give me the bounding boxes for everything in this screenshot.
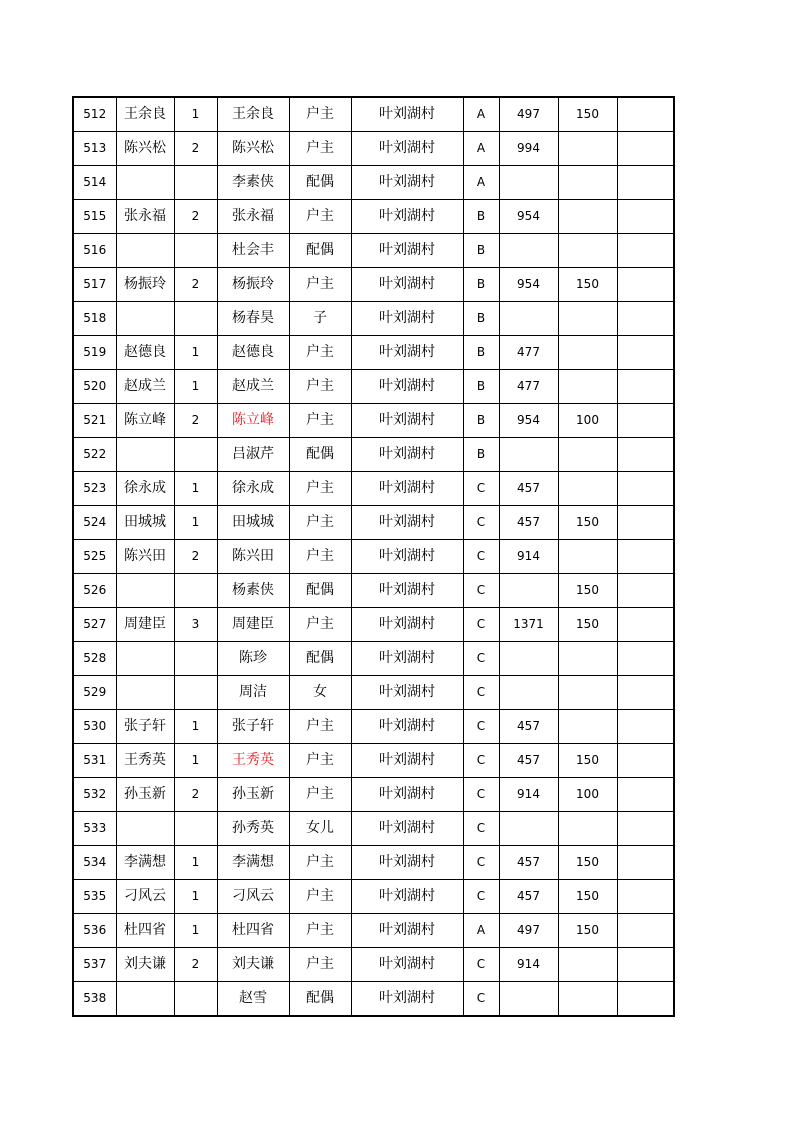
cell-relation: 户主 [289, 880, 351, 914]
cell-village: 叶刘湖村 [351, 97, 463, 132]
cell-member-count: 2 [174, 540, 217, 574]
cell-grade: C [463, 812, 499, 846]
cell-serial-number: 526 [73, 574, 116, 608]
cell-village: 叶刘湖村 [351, 540, 463, 574]
cell-remark [617, 778, 674, 812]
cell-amount: 457 [499, 506, 558, 540]
cell-household-head: 李满想 [116, 846, 174, 880]
cell-member-count: 2 [174, 132, 217, 166]
cell-extra-amount: 150 [558, 268, 617, 302]
cell-member-name: 王秀英 [217, 744, 289, 778]
cell-amount: 954 [499, 404, 558, 438]
cell-relation: 户主 [289, 608, 351, 642]
cell-serial-number: 516 [73, 234, 116, 268]
cell-relation: 户主 [289, 506, 351, 540]
cell-village: 叶刘湖村 [351, 438, 463, 472]
cell-serial-number: 515 [73, 200, 116, 234]
cell-remark [617, 914, 674, 948]
table-row [73, 778, 674, 812]
cell-member-name: 刁风云 [217, 880, 289, 914]
cell-amount: 477 [499, 336, 558, 370]
cell-member-name: 杨振玲 [217, 268, 289, 302]
cell-grade: C [463, 676, 499, 710]
cell-member-count: 1 [174, 710, 217, 744]
cell-remark [617, 234, 674, 268]
cell-relation: 户主 [289, 268, 351, 302]
cell-amount: 1371 [499, 608, 558, 642]
cell-amount: 994 [499, 132, 558, 166]
cell-amount: 457 [499, 710, 558, 744]
cell-village: 叶刘湖村 [351, 166, 463, 200]
cell-member-count [174, 574, 217, 608]
cell-serial-number: 518 [73, 302, 116, 336]
cell-member-name: 杨素侠 [217, 574, 289, 608]
cell-village: 叶刘湖村 [351, 200, 463, 234]
table-row [73, 676, 674, 710]
cell-remark [617, 438, 674, 472]
cell-member-name: 徐永成 [217, 472, 289, 506]
cell-member-count [174, 676, 217, 710]
cell-member-count [174, 812, 217, 846]
cell-grade: C [463, 846, 499, 880]
cell-village: 叶刘湖村 [351, 268, 463, 302]
cell-grade: B [463, 438, 499, 472]
cell-amount: 954 [499, 200, 558, 234]
cell-amount: 914 [499, 778, 558, 812]
cell-relation: 女儿 [289, 812, 351, 846]
cell-extra-amount [558, 982, 617, 1017]
table-row [73, 540, 674, 574]
cell-member-count: 2 [174, 268, 217, 302]
cell-extra-amount: 150 [558, 846, 617, 880]
table-row [73, 200, 674, 234]
cell-remark [617, 642, 674, 676]
cell-member-count: 2 [174, 778, 217, 812]
cell-serial-number: 534 [73, 846, 116, 880]
cell-remark [617, 982, 674, 1017]
cell-village: 叶刘湖村 [351, 846, 463, 880]
cell-remark [617, 97, 674, 132]
cell-household-head [116, 302, 174, 336]
cell-extra-amount: 150 [558, 506, 617, 540]
cell-remark [617, 336, 674, 370]
cell-relation: 户主 [289, 97, 351, 132]
cell-household-head [116, 812, 174, 846]
cell-member-name: 周洁 [217, 676, 289, 710]
cell-grade: C [463, 472, 499, 506]
cell-relation: 户主 [289, 540, 351, 574]
table-row [73, 132, 674, 166]
cell-household-head [116, 234, 174, 268]
cell-member-count: 1 [174, 880, 217, 914]
table-row [73, 642, 674, 676]
cell-remark [617, 166, 674, 200]
cell-relation: 户主 [289, 200, 351, 234]
table-row [73, 404, 674, 438]
table-row [73, 880, 674, 914]
cell-household-head: 赵成兰 [116, 370, 174, 404]
cell-member-count [174, 642, 217, 676]
cell-member-count [174, 982, 217, 1017]
cell-member-name: 田城城 [217, 506, 289, 540]
cell-village: 叶刘湖村 [351, 676, 463, 710]
cell-serial-number: 528 [73, 642, 116, 676]
cell-serial-number: 514 [73, 166, 116, 200]
cell-village: 叶刘湖村 [351, 370, 463, 404]
cell-amount: 497 [499, 97, 558, 132]
cell-remark [617, 268, 674, 302]
table-row [73, 438, 674, 472]
cell-member-count: 1 [174, 336, 217, 370]
cell-remark [617, 472, 674, 506]
cell-relation: 户主 [289, 744, 351, 778]
table-body [73, 97, 674, 1016]
cell-household-head: 张永福 [116, 200, 174, 234]
cell-amount [499, 302, 558, 336]
table-row [73, 370, 674, 404]
cell-relation: 户主 [289, 710, 351, 744]
cell-serial-number: 527 [73, 608, 116, 642]
cell-member-count: 3 [174, 608, 217, 642]
cell-member-count [174, 166, 217, 200]
cell-household-head [116, 166, 174, 200]
table-row [73, 234, 674, 268]
cell-extra-amount [558, 642, 617, 676]
cell-extra-amount [558, 336, 617, 370]
cell-member-name: 刘夫谦 [217, 948, 289, 982]
cell-household-head [116, 676, 174, 710]
table-row [73, 948, 674, 982]
cell-serial-number: 530 [73, 710, 116, 744]
cell-village: 叶刘湖村 [351, 404, 463, 438]
cell-member-name: 周建臣 [217, 608, 289, 642]
cell-grade: C [463, 744, 499, 778]
table-row [73, 472, 674, 506]
table-row [73, 982, 674, 1017]
cell-serial-number: 521 [73, 404, 116, 438]
cell-remark [617, 880, 674, 914]
cell-village: 叶刘湖村 [351, 744, 463, 778]
table-row [73, 608, 674, 642]
cell-extra-amount [558, 812, 617, 846]
cell-grade: C [463, 710, 499, 744]
cell-amount [499, 166, 558, 200]
table-row [73, 574, 674, 608]
cell-member-count: 1 [174, 744, 217, 778]
cell-amount: 457 [499, 744, 558, 778]
table-row [73, 846, 674, 880]
cell-extra-amount: 150 [558, 744, 617, 778]
cell-serial-number: 523 [73, 472, 116, 506]
cell-member-name: 杨春昊 [217, 302, 289, 336]
cell-village: 叶刘湖村 [351, 914, 463, 948]
cell-relation: 户主 [289, 132, 351, 166]
cell-extra-amount: 100 [558, 778, 617, 812]
cell-relation: 配偶 [289, 234, 351, 268]
cell-remark [617, 506, 674, 540]
cell-member-name: 陈珍 [217, 642, 289, 676]
cell-remark [617, 302, 674, 336]
cell-relation: 户主 [289, 336, 351, 370]
cell-member-name: 孙玉新 [217, 778, 289, 812]
cell-remark [617, 540, 674, 574]
cell-amount: 497 [499, 914, 558, 948]
table-row [73, 336, 674, 370]
cell-member-name: 张永福 [217, 200, 289, 234]
cell-relation: 户主 [289, 404, 351, 438]
cell-household-head: 杜四省 [116, 914, 174, 948]
cell-household-head: 刘夫谦 [116, 948, 174, 982]
cell-grade: A [463, 132, 499, 166]
cell-relation: 配偶 [289, 166, 351, 200]
cell-grade: C [463, 778, 499, 812]
cell-serial-number: 533 [73, 812, 116, 846]
cell-serial-number: 513 [73, 132, 116, 166]
cell-grade: A [463, 166, 499, 200]
cell-village: 叶刘湖村 [351, 982, 463, 1017]
cell-relation: 配偶 [289, 982, 351, 1017]
table-row [73, 744, 674, 778]
cell-amount [499, 812, 558, 846]
cell-amount [499, 642, 558, 676]
cell-village: 叶刘湖村 [351, 880, 463, 914]
cell-grade: B [463, 336, 499, 370]
cell-household-head [116, 642, 174, 676]
cell-relation: 女 [289, 676, 351, 710]
cell-serial-number: 524 [73, 506, 116, 540]
cell-serial-number: 520 [73, 370, 116, 404]
table-row [73, 506, 674, 540]
cell-grade: B [463, 404, 499, 438]
cell-remark [617, 574, 674, 608]
cell-serial-number: 529 [73, 676, 116, 710]
cell-serial-number: 525 [73, 540, 116, 574]
cell-extra-amount: 100 [558, 404, 617, 438]
cell-serial-number: 519 [73, 336, 116, 370]
cell-village: 叶刘湖村 [351, 642, 463, 676]
cell-relation: 户主 [289, 914, 351, 948]
cell-village: 叶刘湖村 [351, 132, 463, 166]
cell-extra-amount [558, 710, 617, 744]
cell-relation: 户主 [289, 778, 351, 812]
cell-extra-amount: 150 [558, 574, 617, 608]
cell-remark [617, 812, 674, 846]
cell-amount: 457 [499, 472, 558, 506]
table-row [73, 914, 674, 948]
cell-member-count: 1 [174, 846, 217, 880]
cell-amount [499, 438, 558, 472]
cell-household-head: 王秀英 [116, 744, 174, 778]
cell-member-count: 2 [174, 200, 217, 234]
cell-relation: 配偶 [289, 642, 351, 676]
cell-amount [499, 982, 558, 1017]
cell-extra-amount [558, 540, 617, 574]
cell-serial-number: 536 [73, 914, 116, 948]
cell-extra-amount [558, 166, 617, 200]
cell-relation: 配偶 [289, 438, 351, 472]
table-row [73, 710, 674, 744]
cell-amount [499, 676, 558, 710]
cell-extra-amount [558, 948, 617, 982]
cell-amount: 457 [499, 846, 558, 880]
cell-grade: C [463, 574, 499, 608]
cell-member-name: 陈兴松 [217, 132, 289, 166]
cell-extra-amount: 150 [558, 914, 617, 948]
cell-grade: C [463, 608, 499, 642]
cell-grade: C [463, 642, 499, 676]
cell-household-head: 陈立峰 [116, 404, 174, 438]
cell-serial-number: 512 [73, 97, 116, 132]
cell-household-head: 田城城 [116, 506, 174, 540]
cell-amount [499, 574, 558, 608]
cell-relation: 户主 [289, 846, 351, 880]
cell-household-head: 刁风云 [116, 880, 174, 914]
cell-relation: 户主 [289, 370, 351, 404]
cell-household-head: 周建臣 [116, 608, 174, 642]
cell-grade: A [463, 97, 499, 132]
cell-household-head: 陈兴田 [116, 540, 174, 574]
cell-member-count: 2 [174, 948, 217, 982]
cell-remark [617, 370, 674, 404]
cell-household-head [116, 982, 174, 1017]
cell-village: 叶刘湖村 [351, 472, 463, 506]
cell-member-count: 2 [174, 404, 217, 438]
cell-extra-amount [558, 132, 617, 166]
cell-extra-amount: 150 [558, 608, 617, 642]
cell-member-name: 赵成兰 [217, 370, 289, 404]
table-row [73, 302, 674, 336]
cell-member-name: 杜会丰 [217, 234, 289, 268]
cell-village: 叶刘湖村 [351, 234, 463, 268]
cell-extra-amount [558, 200, 617, 234]
cell-member-count: 1 [174, 472, 217, 506]
cell-serial-number: 531 [73, 744, 116, 778]
cell-grade: B [463, 370, 499, 404]
cell-amount: 954 [499, 268, 558, 302]
cell-amount [499, 234, 558, 268]
cell-village: 叶刘湖村 [351, 302, 463, 336]
cell-grade: C [463, 982, 499, 1017]
cell-remark [617, 744, 674, 778]
cell-household-head: 孙玉新 [116, 778, 174, 812]
cell-relation: 户主 [289, 472, 351, 506]
cell-amount: 477 [499, 370, 558, 404]
cell-household-head [116, 438, 174, 472]
cell-member-count [174, 302, 217, 336]
cell-extra-amount [558, 676, 617, 710]
cell-member-count: 1 [174, 506, 217, 540]
cell-remark [617, 948, 674, 982]
cell-village: 叶刘湖村 [351, 608, 463, 642]
cell-remark [617, 710, 674, 744]
table-row [73, 812, 674, 846]
cell-member-count: 1 [174, 914, 217, 948]
table-row [73, 97, 674, 132]
cell-member-name: 李满想 [217, 846, 289, 880]
cell-serial-number: 538 [73, 982, 116, 1017]
cell-serial-number: 522 [73, 438, 116, 472]
cell-village: 叶刘湖村 [351, 506, 463, 540]
cell-grade: C [463, 540, 499, 574]
cell-extra-amount [558, 472, 617, 506]
cell-grade: B [463, 234, 499, 268]
cell-remark [617, 846, 674, 880]
cell-member-name: 王余良 [217, 97, 289, 132]
cell-remark [617, 608, 674, 642]
cell-village: 叶刘湖村 [351, 948, 463, 982]
cell-village: 叶刘湖村 [351, 812, 463, 846]
cell-grade: C [463, 948, 499, 982]
cell-member-count: 1 [174, 97, 217, 132]
cell-relation: 配偶 [289, 574, 351, 608]
cell-amount: 457 [499, 880, 558, 914]
cell-village: 叶刘湖村 [351, 574, 463, 608]
cell-grade: B [463, 200, 499, 234]
cell-grade: C [463, 506, 499, 540]
cell-remark [617, 200, 674, 234]
cell-household-head: 张子轩 [116, 710, 174, 744]
cell-village: 叶刘湖村 [351, 336, 463, 370]
cell-household-head: 王余良 [116, 97, 174, 132]
cell-member-name: 吕淑芹 [217, 438, 289, 472]
cell-household-head: 徐永成 [116, 472, 174, 506]
cell-member-name: 李素侠 [217, 166, 289, 200]
household-table [72, 96, 675, 1017]
cell-extra-amount: 150 [558, 97, 617, 132]
cell-member-name: 陈兴田 [217, 540, 289, 574]
cell-remark [617, 676, 674, 710]
cell-grade: B [463, 268, 499, 302]
cell-member-name: 赵雪 [217, 982, 289, 1017]
cell-extra-amount [558, 370, 617, 404]
cell-extra-amount: 150 [558, 880, 617, 914]
cell-remark [617, 132, 674, 166]
cell-extra-amount [558, 302, 617, 336]
cell-member-name: 陈立峰 [217, 404, 289, 438]
cell-member-count [174, 234, 217, 268]
cell-grade: B [463, 302, 499, 336]
cell-relation: 子 [289, 302, 351, 336]
cell-grade: A [463, 914, 499, 948]
cell-household-head [116, 574, 174, 608]
cell-household-head: 赵德良 [116, 336, 174, 370]
cell-extra-amount [558, 438, 617, 472]
cell-serial-number: 532 [73, 778, 116, 812]
cell-serial-number: 535 [73, 880, 116, 914]
cell-grade: C [463, 880, 499, 914]
cell-member-name: 杜四省 [217, 914, 289, 948]
cell-extra-amount [558, 234, 617, 268]
cell-village: 叶刘湖村 [351, 710, 463, 744]
cell-member-count [174, 438, 217, 472]
cell-member-count: 1 [174, 370, 217, 404]
cell-relation: 户主 [289, 948, 351, 982]
cell-member-name: 赵德良 [217, 336, 289, 370]
cell-serial-number: 537 [73, 948, 116, 982]
cell-member-name: 孙秀英 [217, 812, 289, 846]
cell-village: 叶刘湖村 [351, 778, 463, 812]
cell-amount: 914 [499, 948, 558, 982]
table-row [73, 166, 674, 200]
cell-serial-number: 517 [73, 268, 116, 302]
cell-amount: 914 [499, 540, 558, 574]
cell-remark [617, 404, 674, 438]
cell-household-head: 杨振玲 [116, 268, 174, 302]
cell-member-name: 张子轩 [217, 710, 289, 744]
table-row [73, 268, 674, 302]
cell-household-head: 陈兴松 [116, 132, 174, 166]
